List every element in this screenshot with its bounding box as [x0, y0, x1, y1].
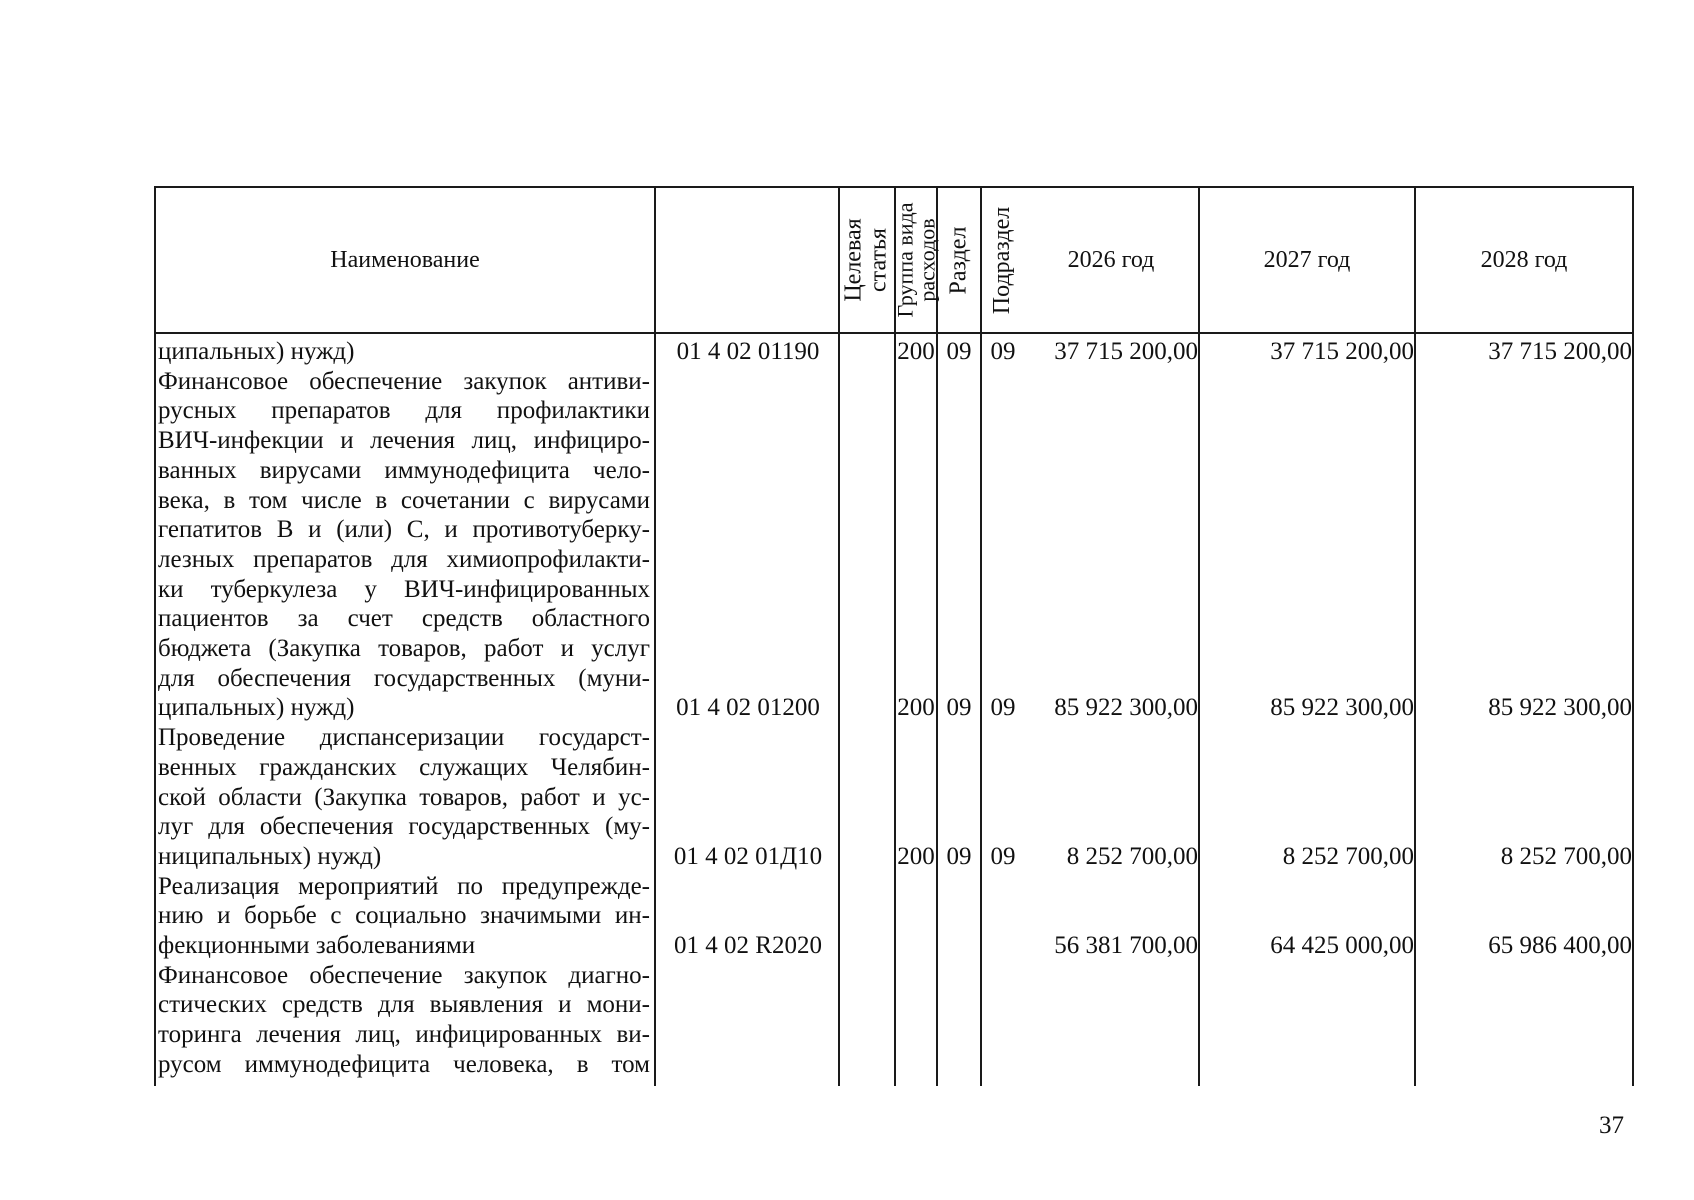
page-number: 37 — [1599, 1112, 1624, 1139]
amount-2028-cell: 8 252 700,00 — [1500, 842, 1632, 870]
header-section: Раздел — [945, 226, 972, 294]
expense-group-cell — [896, 931, 936, 961]
budget-table — [154, 186, 1634, 1086]
section-cell: 09 — [946, 842, 972, 870]
name-line: Проведение диспансеризации государст- — [158, 724, 650, 752]
expense-group-cell: 200 — [897, 842, 935, 870]
amount-2028-cell: 85 922 300,00 — [1488, 694, 1632, 722]
name-line: венных гражданских служащих Челябин- — [158, 753, 650, 781]
name-line: луг для обеспечения государственных (му- — [158, 813, 650, 841]
amount-2028-cell: 65 986 400,00 — [1488, 932, 1632, 959]
amount-2028-cell: 37 715 200,00 — [1488, 338, 1632, 365]
target-code-cell: 01 4 02 R2020 — [674, 932, 822, 959]
name-line: века, в том числе в сочетании с вирусами — [158, 486, 650, 514]
name-line: Реализация мероприятий по предупрежде- — [158, 872, 650, 900]
col-border-name — [654, 186, 656, 1086]
section-cell: 09 — [946, 694, 972, 722]
amount-2026-cell: 37 715 200,00 — [1054, 338, 1198, 365]
header-group: Группа вида расходов — [892, 202, 940, 318]
amount-2027-cell: 64 425 000,00 — [1270, 932, 1414, 959]
name-line: бюджета (Закупка товаров, работ и услуг — [158, 635, 650, 662]
target-code-cell: 01 4 02 01190 — [676, 338, 820, 365]
name-line: Финансовое обеспечение закупок антиви- — [158, 367, 650, 395]
header-2026: 2026 год — [1067, 247, 1155, 273]
name-line: ки туберкулеза у ВИЧ-инфицированных — [158, 575, 650, 603]
target-code-cell: 01 4 02 01Д10 — [673, 842, 823, 870]
amount-2027-cell: 85 922 300,00 — [1270, 694, 1414, 722]
section-cell: 09 — [946, 338, 972, 365]
amount-2026-cell: 56 381 700,00 — [1054, 932, 1198, 959]
name-line: ципальных) нужд) — [158, 338, 355, 365]
name-line: ванных вирусами иммунодефицита чело- — [158, 456, 650, 484]
subsection-cell — [982, 931, 1024, 961]
amount-2027-cell: 37 715 200,00 — [1270, 338, 1414, 365]
subsection-cell: 09 — [990, 338, 1016, 365]
header-2028: 2028 год — [1480, 247, 1568, 273]
name-line: ВИЧ-инфекции и лечения лиц, инфициро- — [158, 427, 650, 455]
amount-2026-cell: 85 922 300,00 — [1054, 694, 1198, 722]
name-line: торинга лечения лиц, инфицированных ви- — [158, 1021, 650, 1049]
name-line: стических средств для выявления и мони- — [158, 991, 650, 1019]
name-line: фекционными заболеваниями — [158, 932, 476, 959]
header-subsection: Подраздел — [989, 206, 1016, 314]
name-line: лезных препаратов для химиопрофилакти- — [158, 545, 650, 573]
name-line: ципальных) нужд) — [158, 694, 355, 722]
header-name: Наименование — [330, 247, 480, 273]
expense-group-cell: 200 — [897, 694, 935, 722]
amount-2026-cell: 8 252 700,00 — [1066, 842, 1198, 870]
header-target: Целевая статья — [841, 218, 893, 302]
expense-group-cell: 200 — [897, 338, 935, 365]
name-line: пациентов за счет средств областного — [158, 605, 650, 633]
subsection-cell: 09 — [990, 694, 1016, 722]
name-line: ской области (Закупка товаров, работ и ус- — [158, 783, 650, 811]
subsection-cell: 09 — [990, 842, 1016, 870]
target-code-cell: 01 4 02 01200 — [676, 694, 820, 722]
name-line: гепатитов В и (или) С, и противотуберку- — [158, 516, 650, 544]
name-line: русом иммунодефицита человека, в том — [158, 1050, 650, 1078]
name-line: для обеспечения государственных (муни- — [158, 664, 650, 692]
name-line: русных препаратов для профилактики — [158, 397, 650, 425]
header-2027: 2027 год — [1263, 247, 1351, 273]
amount-2027-cell: 8 252 700,00 — [1282, 842, 1414, 870]
name-line: нию и борьбе с социально значимыми ин- — [158, 902, 650, 930]
name-line: ниципальных) нужд) — [158, 842, 382, 870]
name-line: Финансовое обеспечение закупок диагно- — [158, 961, 650, 989]
col-border-right — [1632, 186, 1634, 1086]
section-cell — [938, 931, 980, 961]
